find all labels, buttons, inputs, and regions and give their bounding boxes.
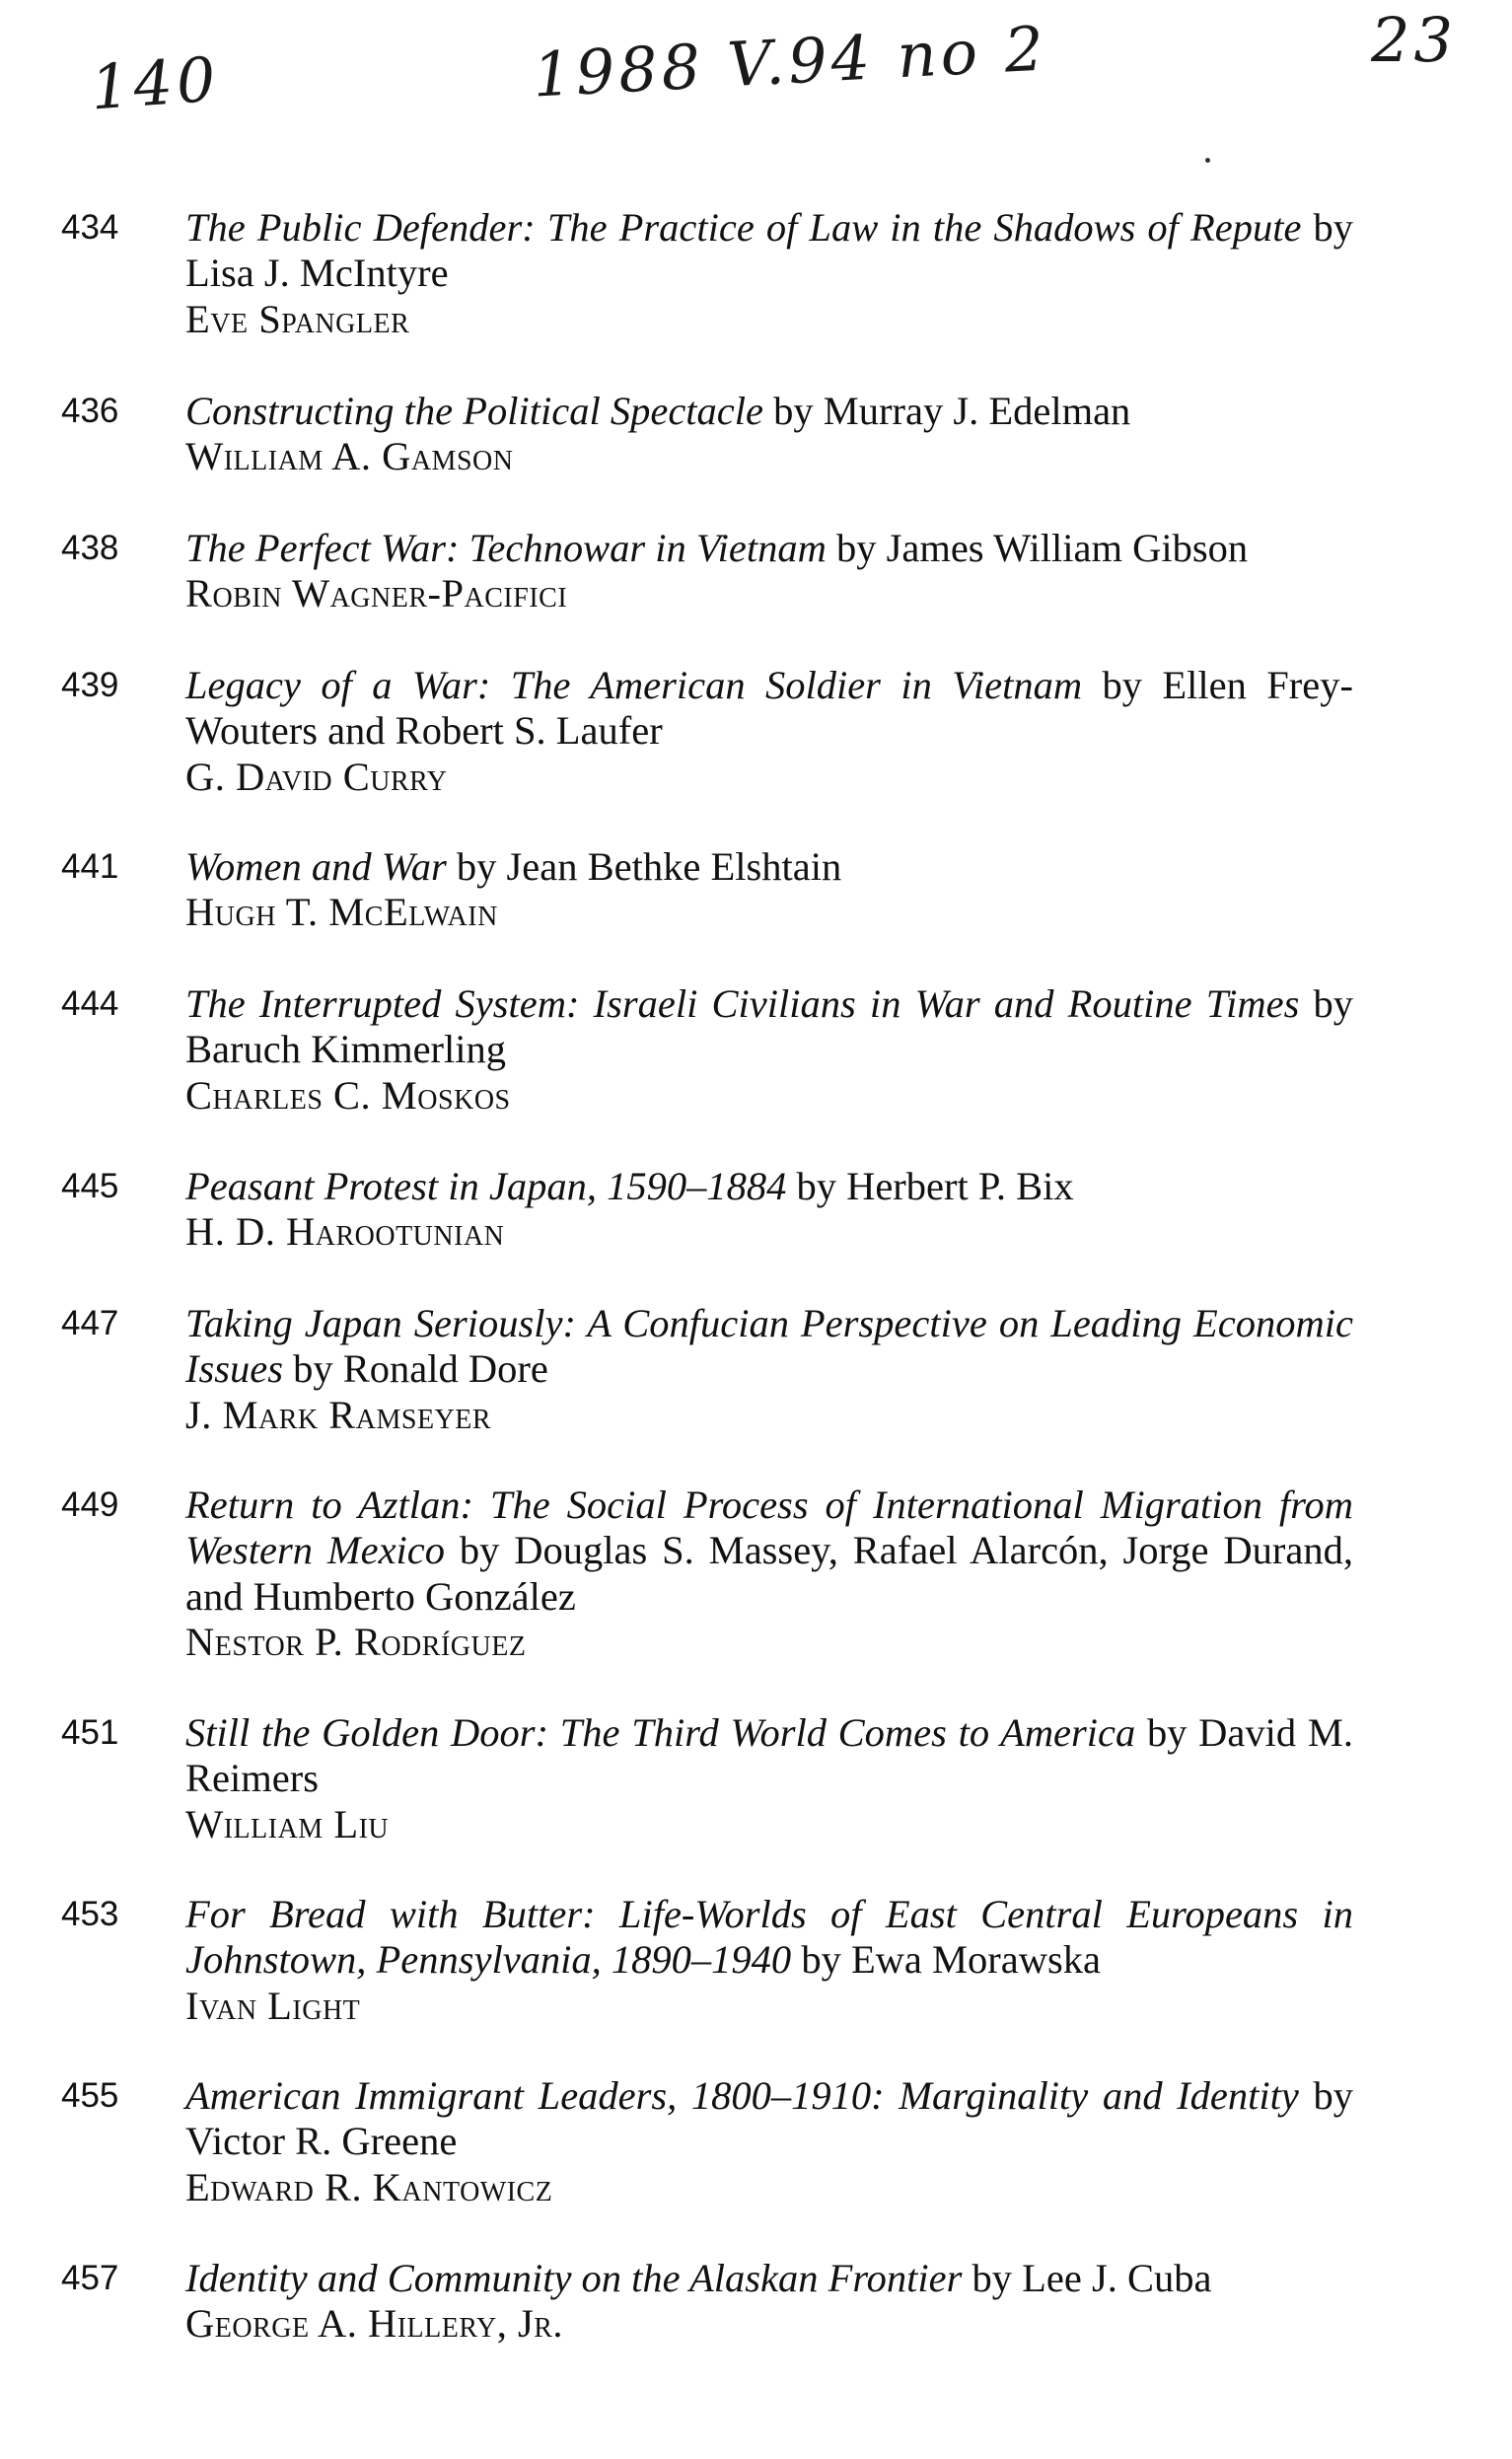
entry-body bbox=[185, 981, 1353, 1119]
entry-body bbox=[185, 1710, 1353, 1847]
reviewer-name: Edward R. Kantowicz bbox=[185, 2164, 553, 2209]
book-title: Taking Japan Seriously: A Confucian Perspective on Leading Economic Issues bbox=[185, 1301, 1353, 1392]
book-author: by Herbert P. Bix bbox=[786, 1164, 1074, 1208]
entry-body bbox=[185, 1483, 1353, 1665]
book-author: by Victor R. Greene bbox=[185, 2073, 1353, 2164]
book-author: by Ronald Dore bbox=[283, 1346, 548, 1392]
entry-body bbox=[185, 1892, 1353, 2029]
page-number: 457 bbox=[61, 2259, 119, 2297]
page-number: 449 bbox=[61, 1485, 119, 1524]
book-title: Still the Golden Door: The Third World Comes to America bbox=[185, 1710, 1136, 1755]
book-title: The Interrupted System: Israeli Civilians in War and Routine Times bbox=[185, 981, 1300, 1026]
page-number: 434 bbox=[61, 208, 119, 247]
book-citation bbox=[185, 663, 1353, 755]
reviewer-name: William A. Gamson bbox=[185, 434, 514, 479]
book-author: by Ellen Frey-Wouters and Robert S. Laufer bbox=[185, 663, 1353, 754]
reviewer-name: William Liu bbox=[185, 1801, 390, 1846]
reviewer-name: Nestor P. Rodríguez bbox=[185, 1619, 527, 1664]
entry-body bbox=[185, 663, 1353, 800]
book-title: Identity and Community on the Alaskan Frontier bbox=[185, 2256, 963, 2300]
reviewer-name: Eve Spangler bbox=[185, 296, 410, 341]
book-citation bbox=[185, 205, 1353, 297]
reviewer-name: George A. Hillery, Jr. bbox=[185, 2301, 564, 2347]
entry-body bbox=[185, 2073, 1353, 2210]
reviewer-name: Robin Wagner-Pacifici bbox=[185, 571, 568, 616]
reviewer-name: J. Mark Ramseyer bbox=[185, 1392, 492, 1437]
entry-body bbox=[185, 526, 1353, 617]
book-citation bbox=[185, 389, 1353, 434]
handwritten-annotations bbox=[0, 0, 1512, 138]
entry-body bbox=[185, 844, 1353, 936]
book-title: The Perfect War: Technowar in Vietnam bbox=[185, 526, 827, 570]
reviewer-name: H. D. Harootunian bbox=[185, 1209, 505, 1255]
page-number: 455 bbox=[61, 2076, 119, 2115]
book-title: Peasant Protest in Japan, 1590–1884 bbox=[185, 1164, 787, 1208]
book-title: American Immigrant Leaders, 1800–1910: Marginality and Identity bbox=[185, 2073, 1299, 2118]
book-author: by Murray J. Edelman bbox=[763, 389, 1131, 433]
handwritten-volume-note: 1988 V.94 no 2 bbox=[531, 12, 1049, 111]
entry-body bbox=[185, 1301, 1353, 1438]
page-number: 444 bbox=[61, 984, 119, 1023]
book-author: by James William Gibson bbox=[826, 526, 1249, 570]
entry-body bbox=[185, 1164, 1353, 1256]
page-number: 441 bbox=[61, 847, 119, 886]
page-number: 438 bbox=[61, 529, 119, 567]
entry-body bbox=[185, 2256, 1353, 2348]
book-citation bbox=[185, 981, 1353, 1073]
book-title: Constructing the Political Spectacle bbox=[185, 389, 764, 433]
book-author: by Lee J. Cuba bbox=[962, 2256, 1212, 2300]
book-citation bbox=[185, 1892, 1353, 1984]
page-number: 453 bbox=[61, 1895, 119, 1933]
book-citation bbox=[185, 1483, 1353, 1620]
book-citation bbox=[185, 1301, 1353, 1393]
book-author: by Ewa Morawska bbox=[791, 1937, 1101, 1983]
reviewer-name: Hugh T. McElwain bbox=[185, 890, 498, 935]
entry-body bbox=[185, 389, 1353, 480]
book-author: by Baruch Kimmerling bbox=[185, 981, 1353, 1072]
book-citation bbox=[185, 526, 1353, 571]
page-number: 445 bbox=[61, 1167, 119, 1205]
book-author: by Lisa J. McIntyre bbox=[185, 205, 1353, 296]
handwritten-number-left: 140 bbox=[88, 42, 222, 124]
book-title: Legacy of a War: The American Soldier in Vietnam bbox=[185, 663, 1083, 707]
book-title: The Public Defender: The Practice of Law in the Shadows of Repute bbox=[185, 205, 1302, 250]
reviewer-name: G. David Curry bbox=[185, 754, 448, 799]
page-number: 439 bbox=[61, 666, 119, 704]
book-citation bbox=[185, 844, 1353, 890]
reviewer-name: Ivan Light bbox=[185, 1983, 361, 2028]
book-title: For Bread with Butter: Life-Worlds of East Central Europeans in Johnstown, Pennsylvania, 1890–1940 bbox=[185, 1892, 1353, 1983]
stray-mark bbox=[1205, 158, 1210, 163]
book-citation bbox=[185, 1164, 1353, 1209]
book-author: by Douglas S. Massey, Rafael Alarcón, Jorge Durand, and Humberto González bbox=[185, 1528, 1353, 1619]
reviewer-name: Charles C. Moskos bbox=[185, 1072, 511, 1118]
book-citation bbox=[185, 2256, 1353, 2301]
handwritten-number-right: 23 bbox=[1371, 4, 1457, 76]
book-title: Return to Aztlan: The Social Process of International Migration from Western Mexico bbox=[185, 1483, 1353, 1573]
book-author: by David M. Reimers bbox=[185, 1710, 1353, 1801]
entry-body bbox=[185, 205, 1353, 342]
book-author: by Jean Bethke Elshtain bbox=[446, 844, 842, 889]
book-citation bbox=[185, 2073, 1353, 2165]
book-title: Women and War bbox=[185, 844, 447, 889]
page-number: 436 bbox=[61, 392, 119, 430]
page-number: 451 bbox=[61, 1713, 119, 1752]
page-number: 447 bbox=[61, 1304, 119, 1342]
book-citation bbox=[185, 1710, 1353, 1802]
